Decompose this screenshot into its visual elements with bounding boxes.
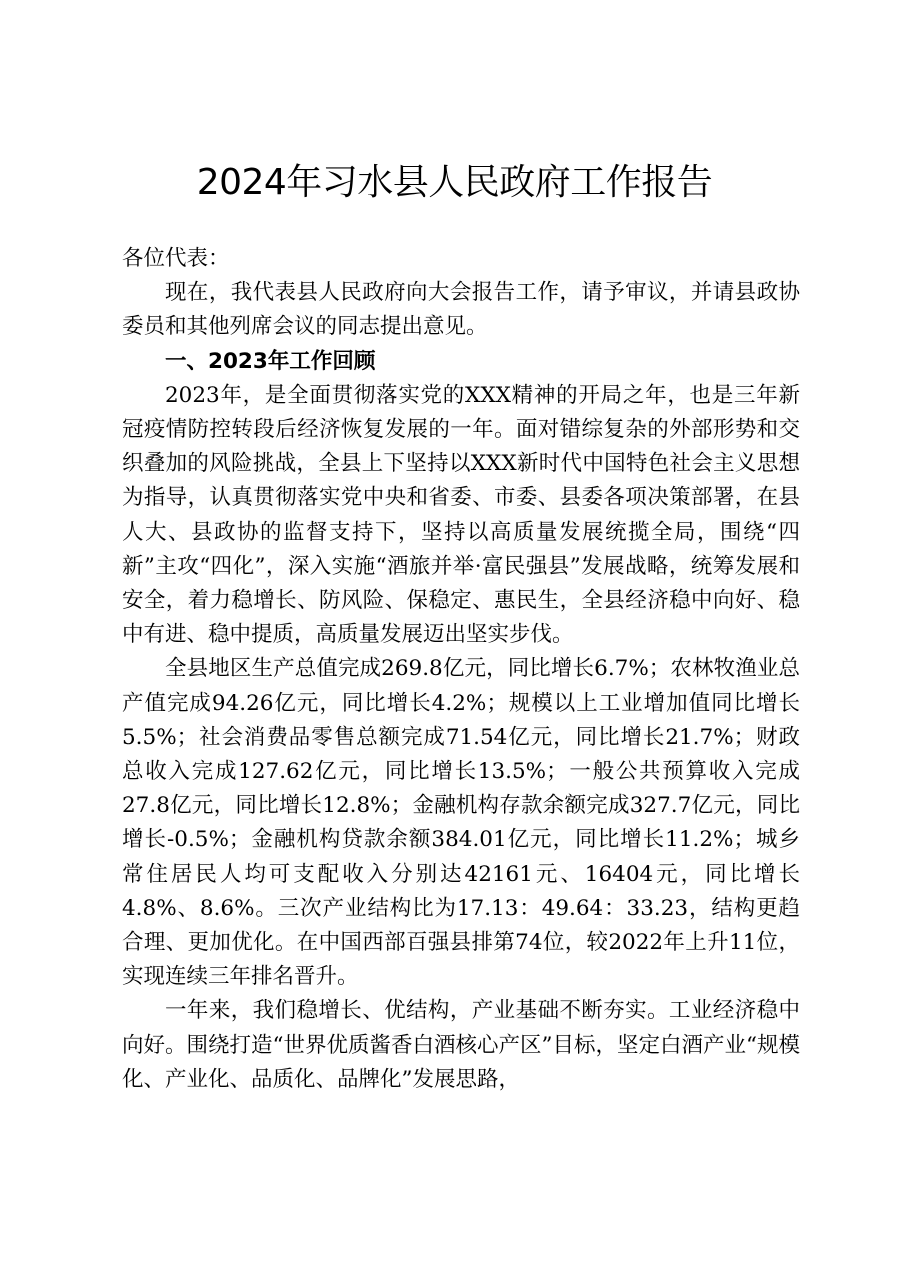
paragraph-intro: 现在，我代表县人民政府向大会报告工作，请予审议，并请县政协委员和其他列席会议的同志提出意见。	[122, 280, 800, 340]
document-title: 2024年习水县人民政府工作报告	[196, 162, 713, 203]
paragraph-industry: 一年来，我们稳增长、优结构，产业基础不断夯实。工业经济稳中向好。围绕打造“世界优质酱香白酒核心产区”目标，坚定白酒产业“规模化、产业化、品质化、品牌化”发展思路，	[122, 998, 800, 1092]
salutation: 各位代表：	[122, 246, 230, 271]
paragraph-overview: 2023年，是全面贯彻落实党的XXX精神的开局之年，也是三年新冠疫情防控转段后经济恢复发展的一年。面对错综复杂的外部形势和交织叠加的风险挑战，全县上下坚持以XXX新时代中国特色社会主义思想为指导，认真贯彻落实党中央和省委、市委、县委各项决策部署，在县人大、县政协的监督支持下，坚持以高质量发展统揽全局，围绕“四新”主攻“四化”，深入实施“酒旅并举·富民强县”发展战略，统筹发展和安全，着力稳增长、防风险、保稳定、惠民生，全县经济稳中向好、稳中有进、稳中提质，高质量发展迈出坚实步伐。	[122, 382, 800, 648]
section-heading: 一、2023年工作回顾	[165, 348, 376, 374]
paragraph-statistics: 全县地区生产总值完成269.8亿元，同比增长6.7%；农林牧渔业总产值完成94.26亿元，同比增长4.2%；规模以上工业增加值同比增长5.5%；社会消费品零售总额完成71.54亿元，同比增长21.7%；财政总收入完成127.62亿元，同比增长13.5%；一般公共预算收入完成27.8亿元，同比增长12.8%；金融机构存款余额完成327.7亿元，同比增长-0.5%；金融机构贷款余额384.01亿元，同比增长11.2%；城乡常住居民人均可支配收入分别达42161元、16404元，同比增长4.8%、8.6%。三次产业结构比为17.13：49.64：33.23，结构更趋合理、更加优化。在中国西部百强县排第74位，较2022年上升11位，实现连续三年排名晋升。	[122, 656, 800, 990]
document-body	[122, 242, 800, 1097]
